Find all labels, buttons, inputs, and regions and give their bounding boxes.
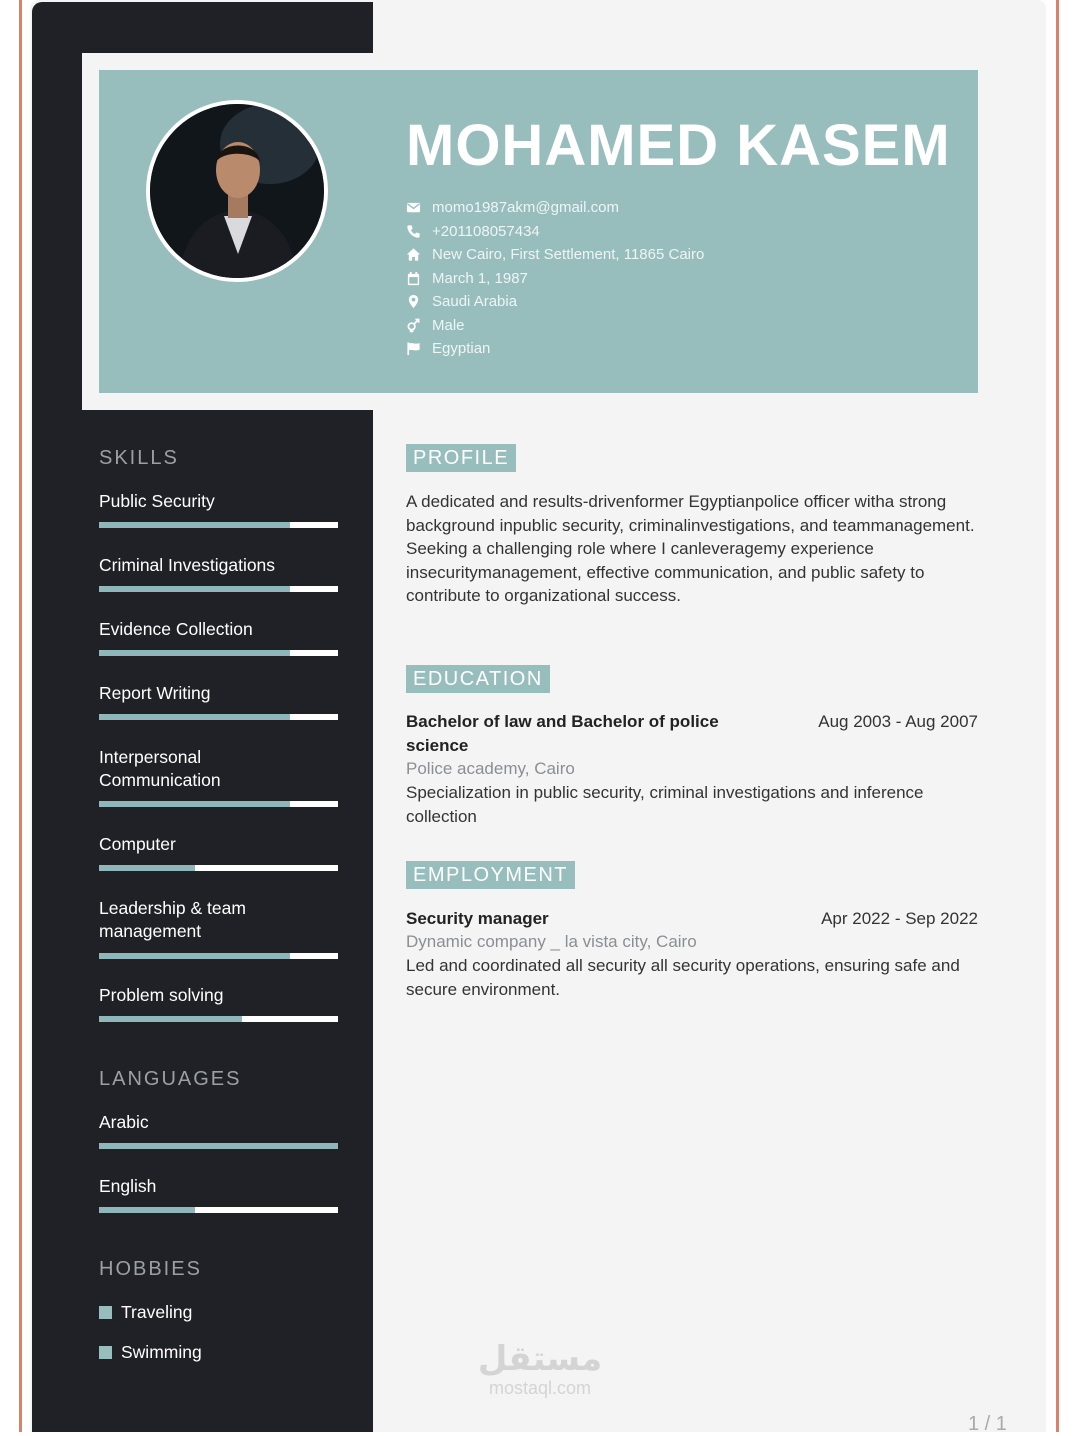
watermark-url: mostaql.com <box>488 1378 592 1398</box>
education-description: Specialization in public security, criminal investigations and inference collection <box>406 783 924 826</box>
skill-label: Interpersonal Communication <box>99 747 221 790</box>
contact-email[interactable] <box>406 196 704 220</box>
employment-company: Dynamic company _ la vista city, Cairo <box>406 932 697 951</box>
hobby-item <box>99 1302 192 1323</box>
contact-phone[interactable] <box>406 220 704 244</box>
profile-heading: PROFILE <box>406 444 516 472</box>
skill-bar <box>99 1016 338 1022</box>
employment-dates: Apr 2022 - Sep 2022 <box>821 909 978 928</box>
skill-bar <box>99 953 338 959</box>
languages-heading: LANGUAGES <box>99 1068 242 1090</box>
watermark <box>470 1340 610 1398</box>
contact-text: March 1, 1987 <box>432 269 528 287</box>
language-bar <box>99 1207 338 1213</box>
language-label: Arabic <box>99 1112 149 1132</box>
contact-text: Saudi Arabia <box>432 293 518 311</box>
skill-bar-fill <box>99 714 290 720</box>
language-bar-fill <box>99 1143 338 1149</box>
skill-label: Computer <box>99 834 176 854</box>
gender-icon <box>406 317 432 333</box>
skill-bar-fill <box>99 801 290 807</box>
hobbies-heading: HOBBIES <box>99 1258 202 1280</box>
profile-photo <box>146 100 328 282</box>
home-icon <box>406 247 432 263</box>
contact-text: Male <box>432 316 465 334</box>
education-dates: Aug 2003 - Aug 2007 <box>818 712 978 731</box>
skill-label: Public Security <box>99 491 215 511</box>
envelope-icon <box>406 200 432 216</box>
contact-text: Egyptian <box>432 340 491 358</box>
watermark-arabic: مستقل <box>477 1340 603 1378</box>
skills-heading: SKILLS <box>99 447 179 469</box>
hobby-item <box>99 1342 202 1363</box>
profile-text: A dedicated and results-drivenformer Egyptianpolice officer witha strong background inpublic security, criminalinvestigations, and teammanagement. Seeking a challenging role where I canleveragemy experience insecuritymanagement, effective communication, and public safety to contribute to organizational success. <box>406 492 975 605</box>
contact-text: New Cairo, First Settlement, 11865 Cairo <box>432 246 705 264</box>
education-heading: EDUCATION <box>406 665 550 693</box>
skill-bar-fill <box>99 650 290 656</box>
frame-line-right <box>1056 0 1059 1432</box>
hobby-label: Swimming <box>121 1342 202 1362</box>
skill-bar-fill <box>99 953 290 959</box>
skill-bar-fill <box>99 522 290 528</box>
language-label: English <box>99 1176 157 1196</box>
contact-location <box>406 290 704 314</box>
employment-heading: EMPLOYMENT <box>406 861 575 889</box>
candidate-name: MOHAMED KASEM <box>406 113 951 178</box>
frame-line-left <box>19 0 22 1432</box>
contact-nationality <box>406 337 704 361</box>
skill-bar <box>99 586 338 592</box>
skill-label: Leadership & team management <box>99 898 246 941</box>
person-photo-icon <box>150 104 324 278</box>
contact-list <box>406 196 704 361</box>
flag-icon <box>406 341 432 357</box>
skill-label: Problem solving <box>99 985 224 1005</box>
education-institution: Police academy, Cairo <box>406 759 575 778</box>
skill-bar <box>99 522 338 528</box>
page-number: 1 / 1 <box>968 1413 1007 1435</box>
skill-bar-fill <box>99 1016 242 1022</box>
bullet-square-icon <box>99 1306 112 1319</box>
skill-bar <box>99 865 338 871</box>
contact-gender <box>406 314 704 338</box>
employment-position: Security manager <box>406 909 549 928</box>
language-bar-fill <box>99 1207 195 1213</box>
calendar-icon <box>406 270 432 286</box>
contact-text: momo1987akm@gmail.com <box>432 199 619 217</box>
employment-description: Led and coordinated all security all security operations, ensuring safe and secure environment. <box>406 956 960 999</box>
contact-text: +201108057434 <box>432 222 540 240</box>
skill-bar <box>99 801 338 807</box>
skill-label: Report Writing <box>99 683 211 703</box>
contact-address <box>406 243 704 267</box>
hobby-label: Traveling <box>121 1302 193 1322</box>
skill-bar-fill <box>99 586 290 592</box>
phone-icon <box>406 223 432 239</box>
contact-birthdate <box>406 267 704 291</box>
location-pin-icon <box>406 294 432 310</box>
skill-bar-fill <box>99 865 195 871</box>
skill-label: Evidence Collection <box>99 619 253 639</box>
education-degree: Bachelor of law and Bachelor of police science <box>406 712 719 755</box>
skill-label: Criminal Investigations <box>99 555 276 575</box>
language-bar <box>99 1143 338 1149</box>
bullet-square-icon <box>99 1346 112 1359</box>
skill-bar <box>99 714 338 720</box>
skill-bar <box>99 650 338 656</box>
